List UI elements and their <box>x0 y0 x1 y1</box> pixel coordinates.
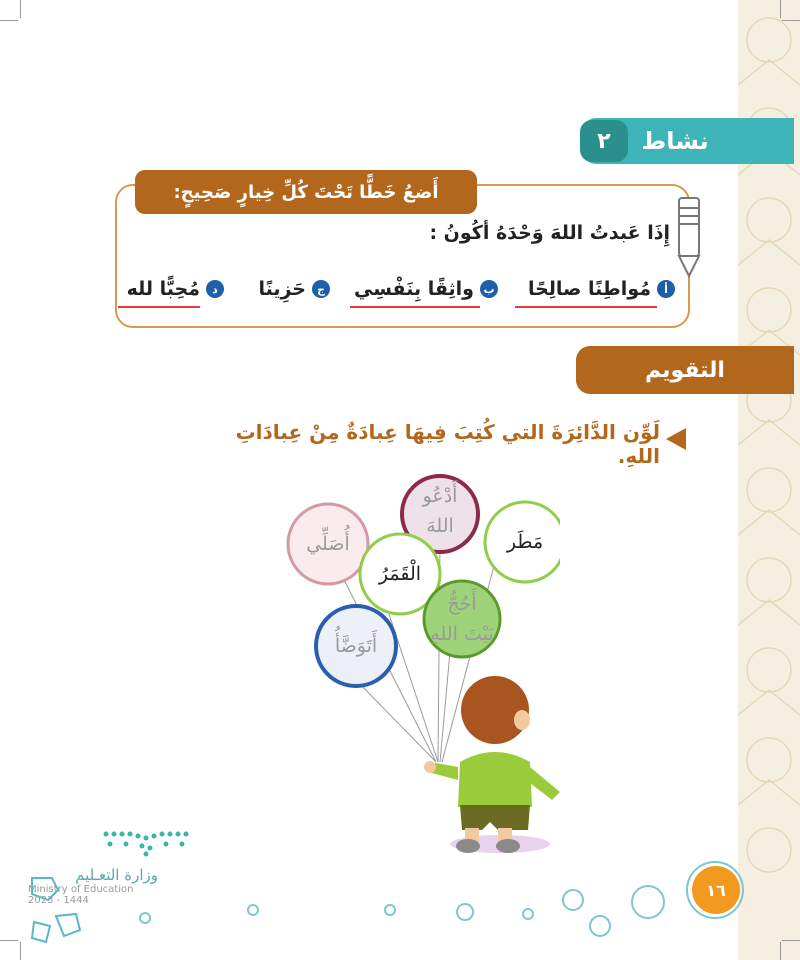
answer-underline <box>350 306 480 308</box>
ministry-name-english: Ministry of Education <box>28 884 134 895</box>
crop-mark <box>20 942 21 960</box>
crop-mark <box>780 942 781 960</box>
ministry-name-arabic: وزارة التعـليم <box>75 866 158 884</box>
balloon-ahujju-line1: أَحُجُّ <box>447 593 477 615</box>
option-text: حَزِينًا <box>258 278 306 300</box>
balloon-atawadda-text: أَتَوَضَّأُ <box>334 635 378 657</box>
balloon-qamar-text: الْقَمَرُ <box>378 563 422 585</box>
pencil-icon <box>676 196 702 278</box>
option-text: مُحِبًّا لله <box>126 278 200 300</box>
evaluation-instruction: لَوِّن الدَّائِرَةَ التي كُتِبَ فِيهَا عِبادَةٌ مِنْ عِبادَاتِ اللهِ. <box>235 420 660 468</box>
crop-mark <box>782 20 800 21</box>
option-letter: د <box>206 280 224 298</box>
option-letter: ب <box>480 280 498 298</box>
crop-mark <box>780 0 781 18</box>
ministry-year: 2023 - 1444 <box>28 895 89 906</box>
activity-instruction: أَضعُ خَطًّا تَحْتَ كُلِّ خِيارٍ صَحِيحٍ: <box>135 170 477 214</box>
balloon-ahujju-line2: بَيْتَ اللهِ <box>430 623 494 645</box>
triangle-bullet-icon <box>666 428 686 450</box>
option-text: مُواطِنًا صالِحًا <box>527 278 651 300</box>
option-letter: أ <box>657 280 675 298</box>
answer-underline <box>515 306 657 308</box>
crop-mark <box>782 940 800 941</box>
balloon-matar-text: مَطَر <box>506 531 544 553</box>
boy-figure <box>424 676 560 853</box>
ministry-logo-dots-icon <box>100 826 190 860</box>
option-letter: ج <box>312 280 330 298</box>
activity-title: نشاط <box>641 127 709 155</box>
balloon-adoo-line1: أَدْعُو <box>422 485 458 507</box>
bottom-decoration <box>130 860 750 950</box>
evaluation-title: التقويم <box>576 346 794 394</box>
answer-underline <box>118 306 200 308</box>
balloon-group <box>288 476 560 686</box>
ministry-outline-shapes <box>26 870 106 950</box>
crop-mark <box>0 20 18 21</box>
balloon-adoo-line2: اللهَ <box>426 515 454 537</box>
option-d[interactable] <box>112 272 224 306</box>
crop-mark <box>20 0 21 18</box>
option-b[interactable] <box>348 272 498 306</box>
balloon-usalli-text: أُصَلِّي <box>306 533 350 555</box>
crop-mark <box>0 940 18 941</box>
option-a[interactable] <box>505 272 675 306</box>
page-number: ١٦ <box>692 866 740 914</box>
option-c[interactable] <box>230 272 330 306</box>
balloons-illustration <box>270 462 560 862</box>
option-text: واثِقًا بِنَفْسِي <box>353 278 474 300</box>
activity-number: ٢ <box>580 120 628 162</box>
activity-question: إِذَا عَبدتُ اللهَ وَحْدَهُ أكُونُ : <box>429 222 670 244</box>
